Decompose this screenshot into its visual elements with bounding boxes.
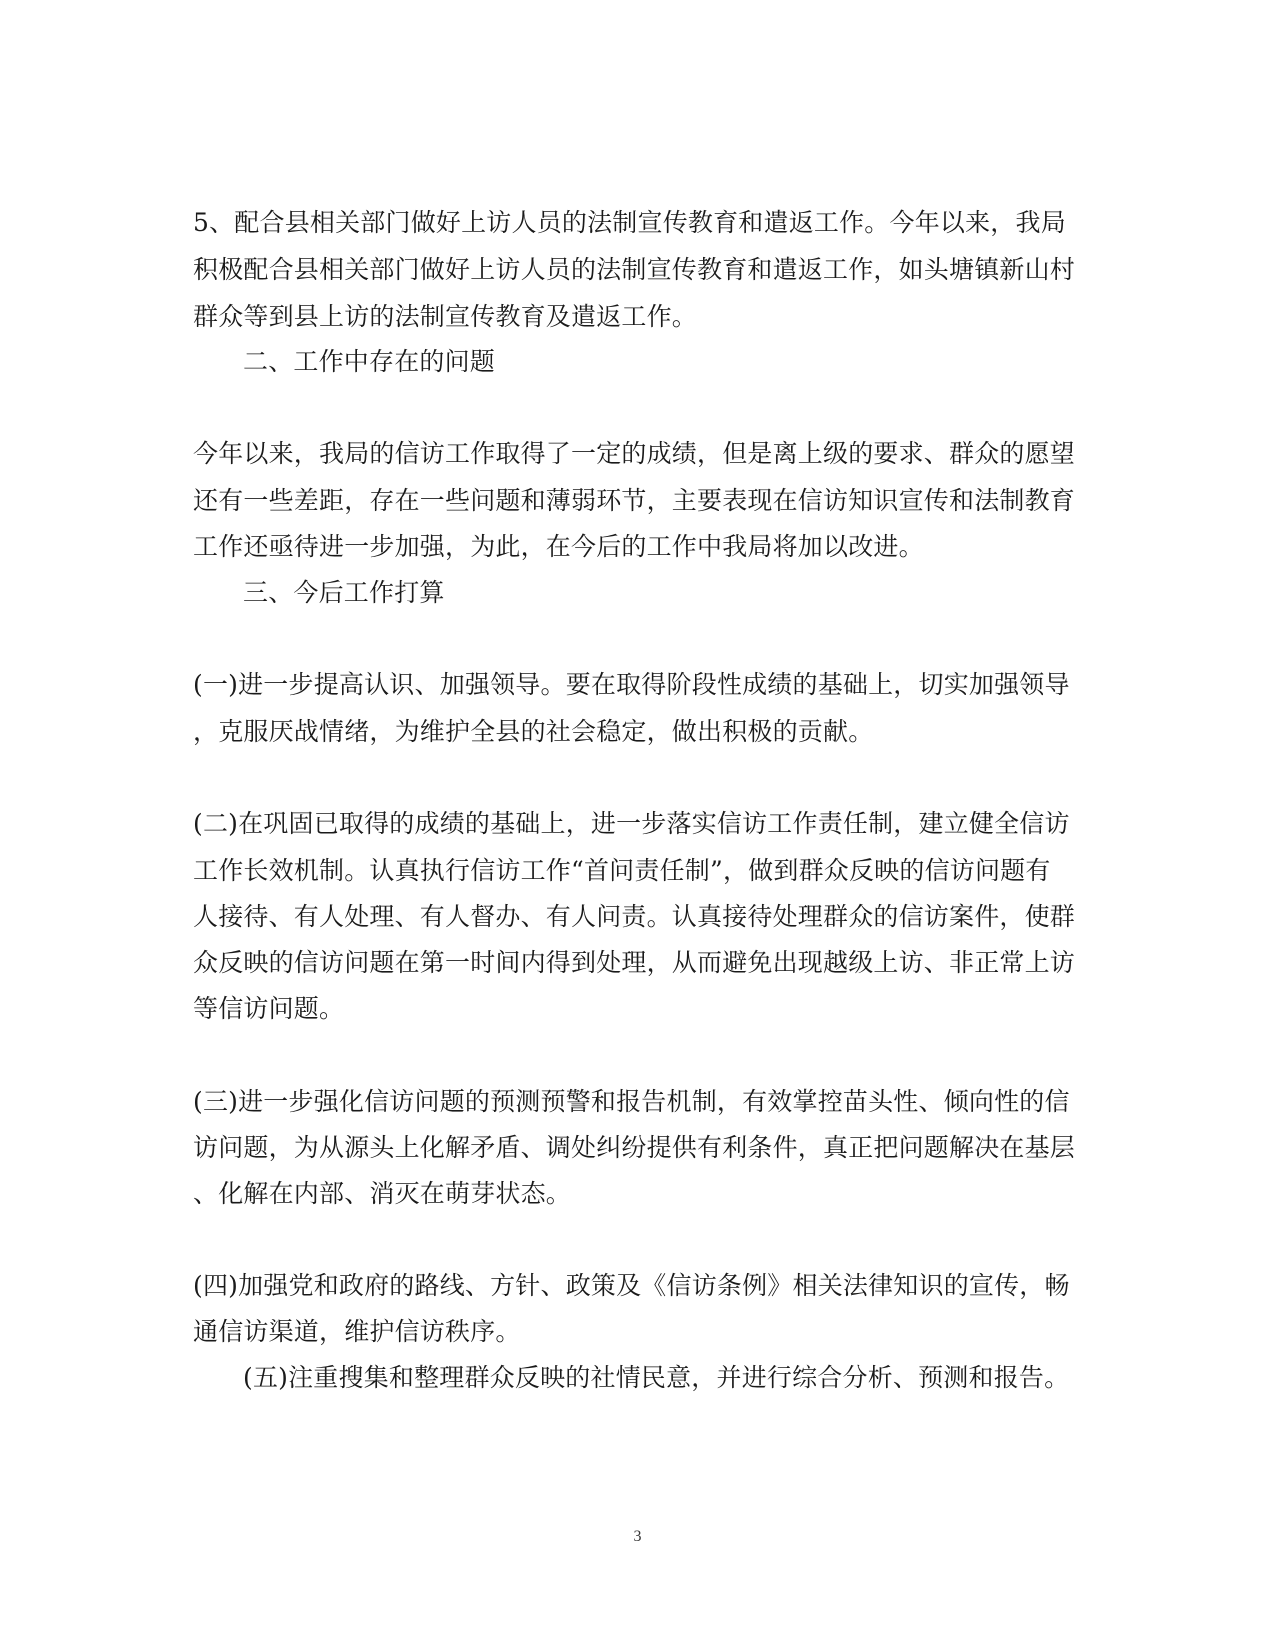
text-line: 还有一些差距，存在一些问题和薄弱环节，主要表现在信访知识宣传和法制教育 [193, 486, 1076, 515]
text-line: 5、配合县相关部门做好上访人员的法制宣传教育和遣返工作。今年以来，我局 [193, 208, 1066, 237]
section-heading: 三、今后工作打算 [243, 578, 445, 607]
text-line: 通信访渠道，维护信访秩序。 [193, 1317, 521, 1346]
page-number: 3 [633, 1528, 642, 1545]
text-line: 工作还亟待进一步加强，为此，在今后的工作中我局将加以改进。 [193, 532, 924, 561]
text-line: 人接待、有人处理、有人督办、有人问责。认真接待处理群众的信访案件，使群 [193, 902, 1076, 931]
text-line: 今年以来，我局的信访工作取得了一定的成绩，但是离上级的要求、群众的愿望 [193, 439, 1076, 468]
text-line: 众反映的信访问题在第一时间内得到处理，从而避免出现越级上访、非正常上访 [193, 948, 1076, 977]
text-line: (一)进一步提高认识、加强领导。要在取得阶段性成绩的基础上，切实加强领导 [193, 670, 1070, 699]
text-line: ，克服厌战情绪，为维护全县的社会稳定，做出积极的贡献。 [193, 717, 874, 746]
text-line: 工作长效机制。认真执行信访工作“首问责任制”，做到群众反映的信访问题有 [193, 856, 1051, 885]
text-line: 访问题，为从源头上化解矛盾、调处纠纷提供有利条件，真正把问题解决在基层 [193, 1133, 1076, 1162]
text-line: (五)注重搜集和整理群众反映的社情民意，并进行综合分析、预测和报告。 [243, 1363, 1070, 1392]
text-line: (二)在巩固已取得的成绩的基础上，进一步落实信访工作责任制，建立健全信访 [193, 809, 1070, 838]
text-line: 、化解在内部、消灭在萌芽状态。 [193, 1179, 572, 1208]
section-heading: 二、工作中存在的问题 [243, 347, 496, 376]
text-line: 群众等到县上访的法制宣传教育及遣返工作。 [193, 302, 698, 331]
text-line: (四)加强党和政府的路线、方针、政策及《信访条例》相关法律知识的宣传，畅 [193, 1271, 1070, 1300]
text-line: 等信访问题。 [193, 994, 345, 1023]
text-line: (三)进一步强化信访问题的预测预警和报告机制，有效掌控苗头性、倾向性的信 [193, 1087, 1070, 1116]
text-line: 积极配合县相关部门做好上访人员的法制宣传教育和遣返工作，如头塘镇新山村 [193, 255, 1076, 284]
